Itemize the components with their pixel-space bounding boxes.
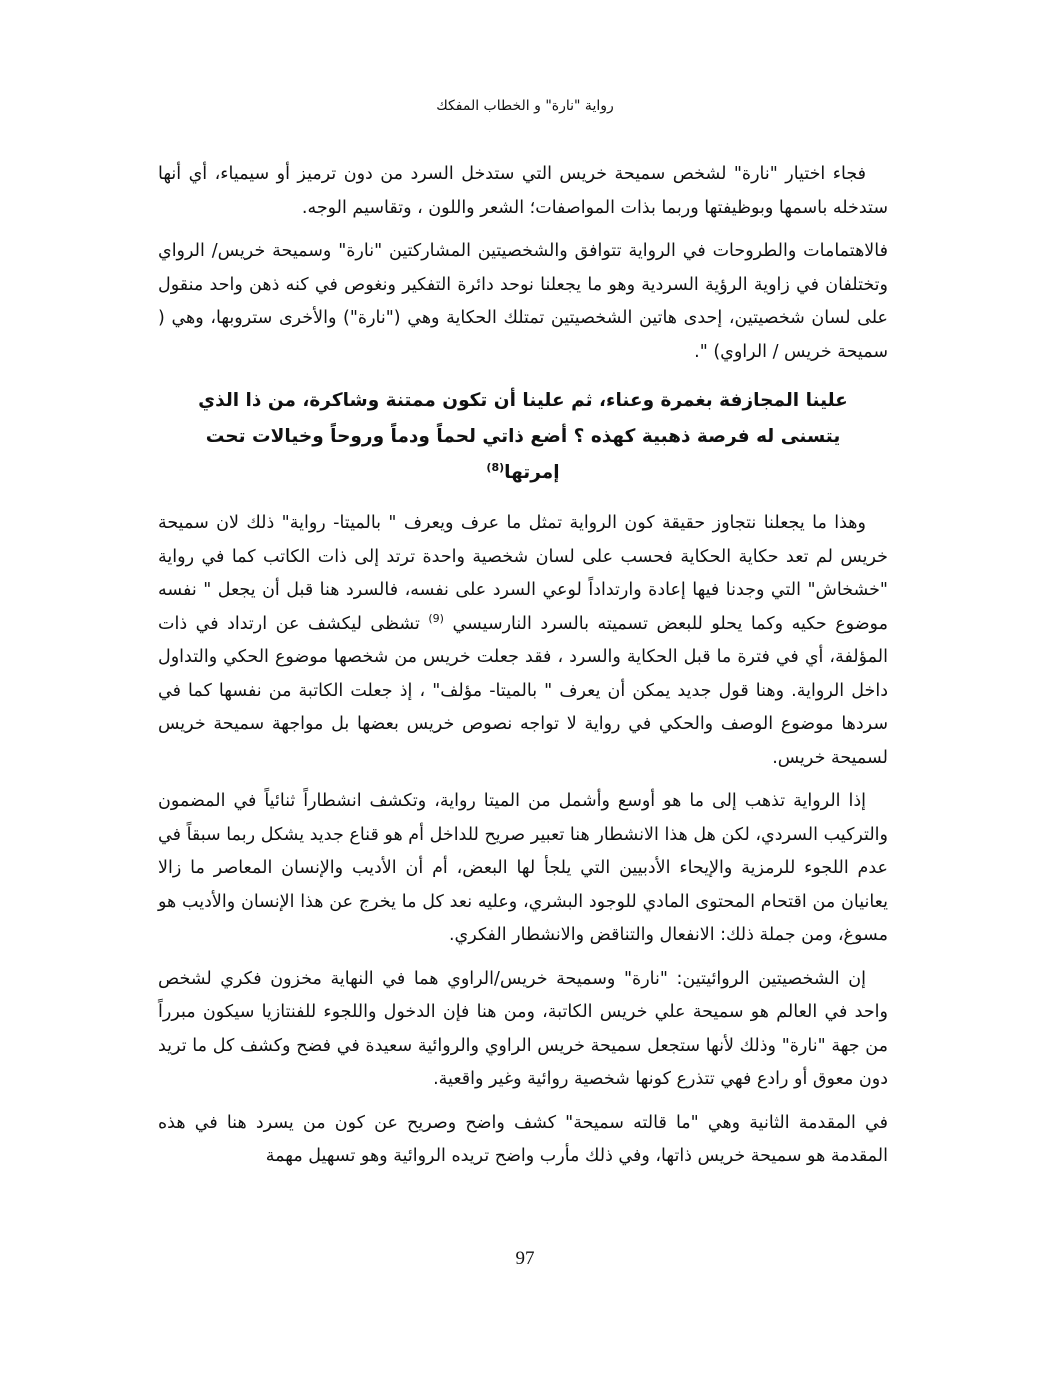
quote-footnote-ref: (8) bbox=[486, 460, 505, 474]
paragraph-4: إذا الرواية تذهب إلى ما هو أوسع وأشمل من الميتا رواية، وتكشف انشطاراً ثنائياً في المضمون والتركيب السردي، لكن هل هذا الانشطار هنا تعبير صريح للداخل أم هو قناع جديد يشكل ربما سبقاً في عدم اللجوء للرمزية والإيحاء الأدبيين التي يلجأ لها البعض، أم أن الأديب والإنسان المعاصر ما زالا يعانيان من اقتحام المحتوى المادي للوجود البشري، وعليه نعد كل ما يخرج عن هذا الإنسان والأديب هو مسوغ، ومن جملة ذلك: الانفعال والتناقض والانشطار الفكري. bbox=[158, 791, 888, 945]
quote-text: علينا المجازفة بغمرة وعناء، ثم علينا أن تكون ممتنة وشاكرة، من ذا الذي يتسنى له فرصة ذهبية كهذه ؟ أضع ذاتي لحماً ودماً وروحاً وخيالات تحت إمرتها bbox=[198, 390, 848, 483]
running-header-title: رواية "نارة" و الخطاب المفكك bbox=[436, 98, 614, 114]
block-quote bbox=[168, 383, 878, 491]
page-number: 97 bbox=[515, 1248, 535, 1269]
paragraph-3-part-1: وهذا ما يجعلنا نتجاوز حقيقة كون الرواية تمثل ما عرف ويعرف " بالميتا- رواية" ذلك لان سميحة خريس لم تعد حكاية الحكاية فحسب على لسان شخصية واحدة ترتد إلى ذات الكاتب كما في رواية "خشخاش" التي وجدنا فيها إعادة وارتداداً لوعي السرد على نفسه، فالسرد هنا قبل أن يجعل " نفسه موضوع حكيه وكما يحلو للبعض تسميته بالسرد النارسيسي bbox=[158, 513, 888, 634]
paragraph-1: فجاء اختيار "نارة" لشخص سميحة خريس التي ستدخل السرد من دون ترميز أو سيمياء، أي أنها ستدخله باسمها وبوظيفتها وربما بذات المواصفات؛ الشعر واللون ، وتقاسيم الوجه. bbox=[158, 164, 888, 218]
body-text bbox=[158, 158, 888, 1184]
paragraph-3 bbox=[158, 507, 888, 775]
paragraph-6: في المقدمة الثانية وهي "ما قالته سميحة" كشف واضح وصريح عن كون من يسرد هنا في هذه المقدمة هو سميحة خريس ذاتها، وفي ذلك مأرب واضح تريده الروائية وهو تسهيل مهمة bbox=[158, 1112, 888, 1166]
paragraph-3-part-2: تشظى ليكشف عن ارتداد في ذات المؤلفة، أي في فترة ما قبل الحكاية والسرد ، فقد جعلت خريس من شخصها موضوع الحكي والتداول داخل الرواية. وهنا قول جديد يمكن أن يعرف " بالميتا- مؤلف" ، إذ جعلت الكاتبة من نفسها كما في سردها موضوع الوصف والحكي في رواية لا تواجه نصوص خريس بعضها بل مواجهة سميحة خريس لسميحة خريس. bbox=[158, 613, 888, 768]
paragraph-3-footnote-ref: (9) bbox=[428, 611, 444, 625]
paragraph-5: إن الشخصيتين الروائيتين: "نارة" وسميحة خريس/الراوي هما في النهاية مخزون فكري لشخص واحد في العالم هو سميحة علي خريس الكاتبة، ومن هنا فإن الدخول واللجوء للفنتازيا سيكون مبرراً من جهة "نارة" وذلك لأنها ستجعل سميحة خريس الراوي والروائية سعيدة في فضح وكشف كل ما تريد دون معوق أو رادع فهي تتذرع كونها شخصية روائية وغير واقعية. bbox=[158, 968, 888, 1089]
paragraph-2: فالاهتمامات والطروحات في الرواية تتوافق والشخصيتين المشاركتين "نارة" وسميحة خريس/ الرواي وتختلفان في زاوية الرؤية السردية وهو ما يجعلنا نوحد دائرة التفكير ونغوص في كنه ذهن واحد منقول على لسان شخصيتين، إحدى هاتين الشخصيتين تمتلك الحكاية وهي ("نارة") والأخرى ستروبها، وهي ( سميحة خريس / الراوي) ". bbox=[158, 241, 888, 362]
